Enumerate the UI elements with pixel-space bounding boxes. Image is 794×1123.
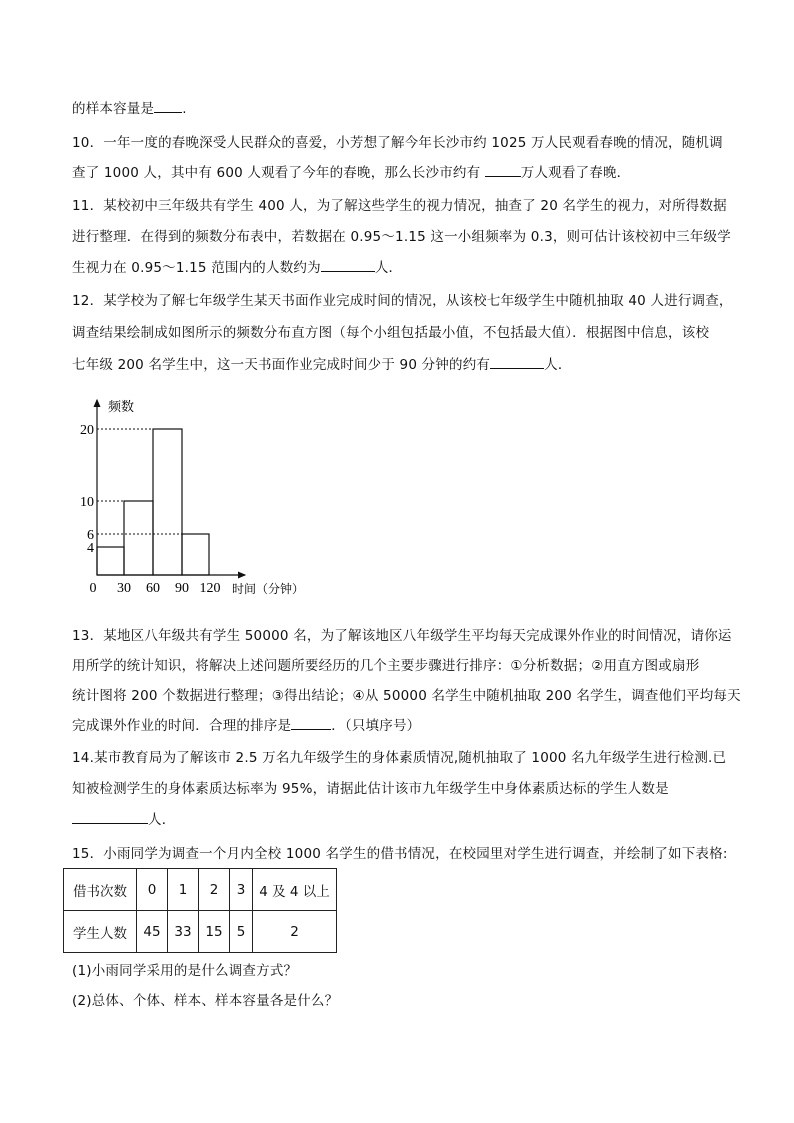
table-cell: 45 — [137, 911, 168, 953]
table-cell: 33 — [168, 911, 199, 953]
text-segment: ．（只填序号） — [331, 718, 421, 734]
text-segment: 人． — [148, 812, 176, 828]
answer-blank[interactable] — [321, 259, 375, 272]
bar-30-60 — [124, 501, 153, 575]
answer-blank[interactable] — [291, 717, 331, 730]
y-tick: 20 — [80, 423, 94, 438]
question-13-line-4 — [72, 717, 420, 735]
question-15-line-1: 15．小雨同学为调查一个月内全校 1000 名学生的借书情况，在校园里对学生进行调查，并绘制了如下表格: — [72, 846, 728, 862]
text-segment: . — [182, 101, 187, 117]
y-tick: 6 — [87, 528, 94, 543]
question-12-line-1: 12．某学校为了解七年级学生某天书面作业完成时间的情况，从该校七年级学生中随机抽取 40 人进行调查， — [72, 293, 733, 309]
question-11-line-3 — [72, 259, 402, 277]
question-11-line-1: 11．某校初中三年级共有学生 400 人，为了解这些学生的视力情况，抽查了 20 名学生的视力，对所得数据 — [72, 198, 727, 214]
table-header-cell: 学生人数 — [64, 911, 137, 953]
text-segment: 人． — [544, 357, 572, 373]
y-axis-label: 频数 — [108, 400, 135, 415]
text-segment: 万人观看了春晚． — [520, 165, 631, 181]
question-14-line-3 — [72, 811, 175, 829]
text-segment: 七年级 200 名学生中，这一天书面作业完成时间少于 90 分钟的约有 — [72, 357, 491, 373]
question-14-line-1: 14.某市教育局为了解该市 2.5 万名九年级学生的身体素质情况,随机抽取了 1000 名九年级学生进行检测.已 — [72, 750, 727, 766]
text-segment: 人． — [374, 260, 403, 276]
table-cell: 4 及 4 以上 — [253, 869, 337, 911]
y-tick: 10 — [80, 495, 94, 510]
text-segment: 的样本容量是 — [72, 101, 155, 117]
question-14-line-2: 知被检测学生的身体素质达标率为 95%，请据此估计该市九年级学生中身体素质达标的学生人数是 — [72, 781, 669, 797]
table-header-cell: 借书次数 — [64, 869, 137, 911]
text-segment: 查了 1000 人，其中有 600 人观看了今年的春晚，那么长沙市约有 — [72, 165, 485, 181]
table-cell: 1 — [168, 869, 199, 911]
x-tick: 120 — [199, 581, 221, 596]
bar-90-120 — [182, 534, 209, 575]
bar-0-30 — [97, 547, 124, 575]
question-13-line-2: 用所学的统计知识，将解决上述问题所要经历的几个主要步骤进行排序：①分析数据；②用直方图或扇形 — [72, 658, 700, 674]
x-tick: 0 — [89, 581, 97, 596]
question-10-line-2 — [72, 164, 630, 182]
borrowing-table — [63, 868, 337, 953]
answer-blank[interactable] — [485, 164, 521, 177]
text-segment: 完成课外作业的时间．合理的排序是 — [72, 718, 292, 734]
frequency-histogram — [70, 385, 310, 610]
question-15-sub-1: (1)小雨同学采用的是什么调查方式？ — [72, 963, 298, 979]
answer-blank[interactable] — [154, 100, 182, 113]
table-cell: 0 — [137, 869, 168, 911]
question-10-line-1: 10．一年一度的春晚深受人民群众的喜爱，小芳想了解今年长沙市约 1025 万人民观看春晚的情况，随机调 — [72, 135, 723, 151]
table-cell: 3 — [230, 869, 253, 911]
y-tick: 4 — [87, 541, 94, 556]
question-13-line-1: 13．某地区八年级共有学生 50000 名，为了解该地区八年级学生平均每天完成课外作业的时间情况，请你运 — [72, 628, 732, 644]
table-cell: 2 — [253, 911, 337, 953]
bar-60-90 — [153, 429, 182, 575]
question-12-line-3 — [72, 356, 572, 374]
answer-blank[interactable] — [490, 356, 544, 369]
table-row — [64, 869, 337, 911]
table-cell: 15 — [199, 911, 230, 953]
x-axis-label: 时间（分钟） — [232, 582, 305, 596]
table-cell: 5 — [230, 911, 253, 953]
question-11-line-2: 进行整理．在得到的频数分布表中，若数据在 0.95～1.15 这一小组频率为 0.3，则可估计该校初中三年级学 — [72, 229, 731, 245]
question-12-line-2: 调查结果绘制成如图所示的频数分布直方图（每个小组包括最小值，不包括最大值）．根据图中信息，该校 — [72, 325, 710, 341]
text-line — [72, 100, 187, 118]
table-row — [64, 911, 337, 953]
answer-blank[interactable] — [72, 811, 148, 824]
table-cell: 2 — [199, 869, 230, 911]
text-segment: 生视力在 0.95～1.15 范围内的人数约为 — [72, 260, 321, 276]
x-tick: 60 — [146, 581, 160, 596]
question-13-line-3: 统计图将 200 个数据进行整理；③得出结论；④从 50000 名学生中随机抽取 200 名学生，调查他们平均每天 — [72, 688, 741, 704]
x-tick: 90 — [175, 581, 189, 596]
x-tick: 30 — [117, 581, 131, 596]
question-15-sub-2: (2)总体、个体、样本、样本容量各是什么？ — [72, 993, 339, 1009]
